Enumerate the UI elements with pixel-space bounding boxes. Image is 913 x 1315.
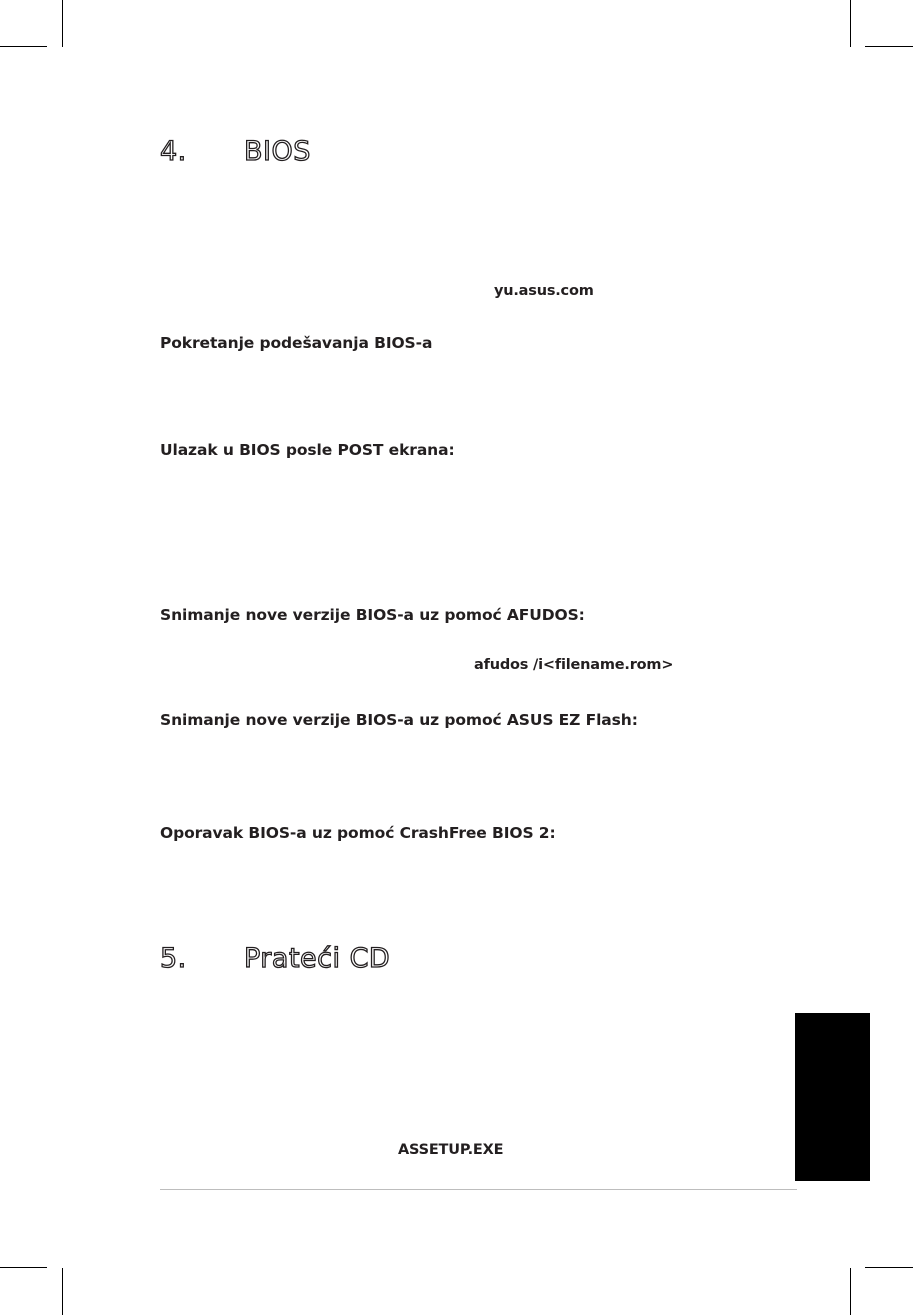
- subheading-enter-setup: Pokretanje podešavanja BIOS-a: [160, 334, 433, 352]
- afudos-command: afudos /i<filename.rom>: [474, 657, 674, 673]
- subheading-crashfree: Oporavak BIOS-a uz pomoć CrashFree BIOS 2:: [160, 824, 556, 842]
- footer-rule: [160, 1189, 797, 1190]
- subheading-ezflash: Snimanje nove verzije BIOS-a uz pomoć ASUS EZ Flash:: [160, 711, 638, 729]
- section-4-number: 4.: [160, 136, 187, 167]
- subheading-afudos: Snimanje nove verzije BIOS-a uz pomoć AFUDOS:: [160, 606, 585, 624]
- subheading-after-post: Ulazak u BIOS posle POST ekrana:: [160, 441, 455, 459]
- section-5-number: 5.: [160, 943, 187, 974]
- language-tab: [795, 1013, 870, 1181]
- section-4-title: BIOS: [244, 136, 311, 167]
- website-link[interactable]: yu.asus.com: [494, 283, 594, 299]
- setup-filename: ASSETUP.EXE: [398, 1142, 504, 1158]
- section-5-title: Prateći CD: [244, 943, 391, 974]
